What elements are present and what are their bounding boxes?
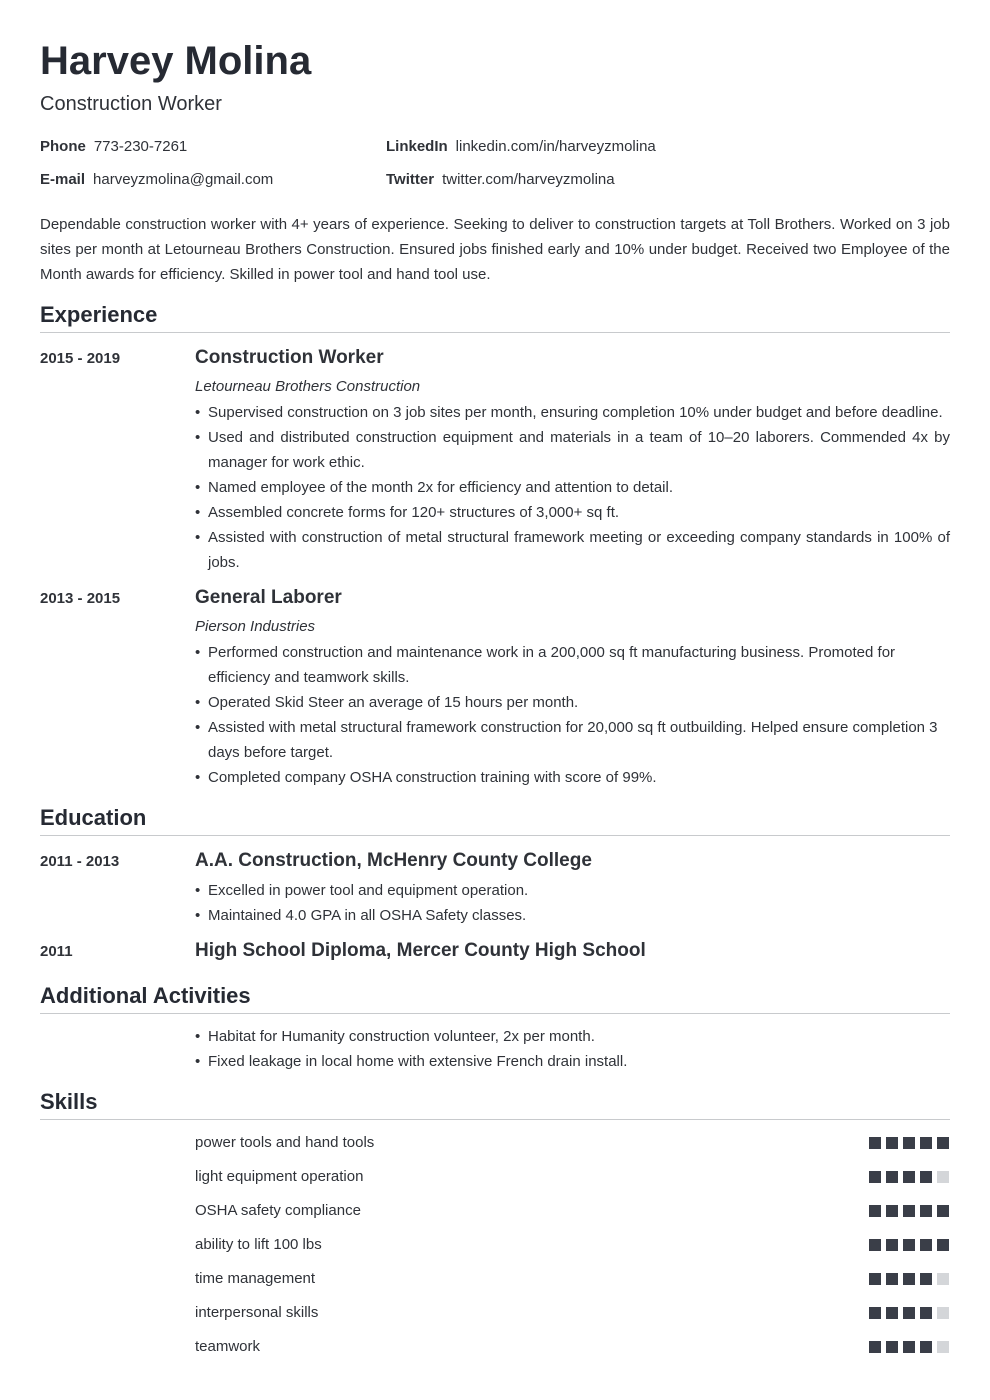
rating-square-filled [920, 1307, 932, 1319]
rating-square-filled [869, 1137, 881, 1149]
twitter-value[interactable]: twitter.com/harveyzmolina [442, 171, 615, 188]
education-dates: 2011 - 2013 [40, 853, 120, 870]
skill-row [195, 1269, 950, 1289]
list-item: • Excelled in power tool and equipment operation. [195, 878, 950, 903]
list-item: • Named employee of the month 2x for efficiency and attention to detail. [195, 475, 950, 500]
section-title-experience: Experience [40, 300, 950, 333]
section-title-skills: Skills [40, 1087, 950, 1120]
skill-row [195, 1303, 950, 1323]
skill-name: time management [195, 1270, 316, 1287]
activities-bullets [195, 1024, 950, 1074]
rating-square-filled [886, 1273, 898, 1285]
twitter-label: Twitter [386, 171, 435, 188]
profile-summary: Dependable construction worker with 4+ years of experience. Seeking to deliver to construction targets at Toll Brothers. Worked on 3 job sites per month at Letourneau Brothers Construction. Ensured jobs finished early and 10% under budget. Received two Employee of the Month awards for efficiency. Skilled in power tool and hand tool use. [40, 216, 950, 283]
contact-linkedin [386, 137, 656, 157]
skill-rating [869, 1171, 949, 1183]
contact-twitter [386, 170, 615, 190]
job-company: Pierson Industries [195, 618, 316, 635]
rating-square-filled [920, 1273, 932, 1285]
list-item: • Assisted with metal structural framework construction for 20,000 sq ft outbuilding. Helped ensure completion 3 days before target. [195, 715, 940, 765]
rating-square-empty [937, 1307, 949, 1319]
rating-square-filled [903, 1137, 915, 1149]
rating-square-filled [869, 1307, 881, 1319]
rating-square-filled [886, 1239, 898, 1251]
skill-name: interpersonal skills [195, 1304, 319, 1321]
skill-name: teamwork [195, 1338, 261, 1355]
job-dates: 2013 - 2015 [40, 590, 121, 607]
education-title: High School Diploma, Mercer County High School [195, 940, 646, 961]
list-item: • Used and distributed construction equipment and materials in a team of 10–20 laborers. Commended 4x by manager for work ethic. [195, 425, 950, 475]
rating-square-filled [920, 1171, 932, 1183]
skill-name: OSHA safety compliance [195, 1202, 361, 1219]
skill-row [195, 1235, 950, 1255]
skill-name: ability to lift 100 lbs [195, 1236, 322, 1253]
rating-square-filled [903, 1341, 915, 1353]
rating-square-empty [937, 1273, 949, 1285]
skill-rating [869, 1273, 949, 1285]
section-title-activities: Additional Activities [40, 981, 950, 1014]
education-bullets [195, 878, 950, 928]
rating-square-filled [937, 1239, 949, 1251]
skill-row [195, 1133, 950, 1153]
job-bullets [195, 640, 940, 790]
rating-square-filled [903, 1273, 915, 1285]
skill-rating [869, 1341, 949, 1353]
job-bullets [195, 400, 950, 575]
list-item: • Maintained 4.0 GPA in all OSHA Safety classes. [195, 903, 950, 928]
rating-square-filled [886, 1137, 898, 1149]
list-item: • Assembled concrete forms for 120+ structures of 3,000+ sq ft. [195, 500, 950, 525]
rating-square-filled [903, 1239, 915, 1251]
job-title: General Laborer [195, 587, 342, 608]
rating-square-filled [937, 1137, 949, 1149]
rating-square-filled [886, 1307, 898, 1319]
rating-square-empty [937, 1341, 949, 1353]
skill-row [195, 1337, 950, 1357]
rating-square-filled [869, 1205, 881, 1217]
linkedin-value[interactable]: linkedin.com/in/harveyzmolina [455, 138, 656, 155]
rating-square-filled [869, 1239, 881, 1251]
rating-square-filled [920, 1137, 932, 1149]
education-title: A.A. Construction, McHenry County College [195, 850, 592, 871]
education-dates: 2011 [40, 943, 73, 960]
list-item: • Habitat for Humanity construction volunteer, 2x per month. [195, 1024, 950, 1049]
list-item: • Performed construction and maintenance work in a 200,000 sq ft manufacturing business. Promoted for efficiency and teamwork skills. [195, 640, 940, 690]
job-dates: 2015 - 2019 [40, 350, 121, 367]
skill-rating [869, 1137, 949, 1149]
phone-label: Phone [40, 138, 86, 155]
rating-square-filled [903, 1171, 915, 1183]
candidate-name: Harvey Molina [40, 39, 312, 83]
list-item: • Supervised construction on 3 job sites per month, ensuring completion 10% under budget and before deadline. [195, 400, 950, 425]
rating-square-filled [903, 1307, 915, 1319]
rating-square-filled [920, 1205, 932, 1217]
rating-square-filled [869, 1341, 881, 1353]
list-item: • Completed company OSHA construction training with score of 99%. [195, 765, 940, 790]
job-title: Construction Worker [195, 347, 384, 368]
list-item: • Fixed leakage in local home with extensive French drain install. [195, 1049, 950, 1074]
rating-square-filled [937, 1205, 949, 1217]
skill-rating [869, 1239, 949, 1251]
rating-square-filled [920, 1239, 932, 1251]
contact-phone [40, 137, 187, 157]
skill-rating [869, 1307, 949, 1319]
skill-rating [869, 1205, 949, 1217]
skill-name: light equipment operation [195, 1168, 364, 1185]
skill-row [195, 1201, 950, 1221]
linkedin-label: LinkedIn [386, 138, 448, 155]
email-label: E-mail [40, 171, 86, 188]
phone-value: 773-230-7261 [93, 138, 188, 155]
rating-square-empty [937, 1171, 949, 1183]
rating-square-filled [920, 1341, 932, 1353]
rating-square-filled [869, 1171, 881, 1183]
rating-square-filled [903, 1205, 915, 1217]
list-item: • Operated Skid Steer an average of 15 hours per month. [195, 690, 940, 715]
rating-square-filled [886, 1205, 898, 1217]
skill-name: power tools and hand tools [195, 1134, 375, 1151]
candidate-role: Construction Worker [40, 93, 222, 115]
contact-email [40, 170, 273, 190]
email-value[interactable]: harveyzmolina@gmail.com [93, 171, 274, 188]
section-title-education: Education [40, 803, 950, 836]
rating-square-filled [886, 1171, 898, 1183]
job-company: Letourneau Brothers Construction [195, 378, 421, 395]
rating-square-filled [869, 1273, 881, 1285]
skill-row [195, 1167, 950, 1187]
rating-square-filled [886, 1341, 898, 1353]
list-item: • Assisted with construction of metal structural framework meeting or exceeding company standards in 100% of jobs. [195, 525, 950, 575]
